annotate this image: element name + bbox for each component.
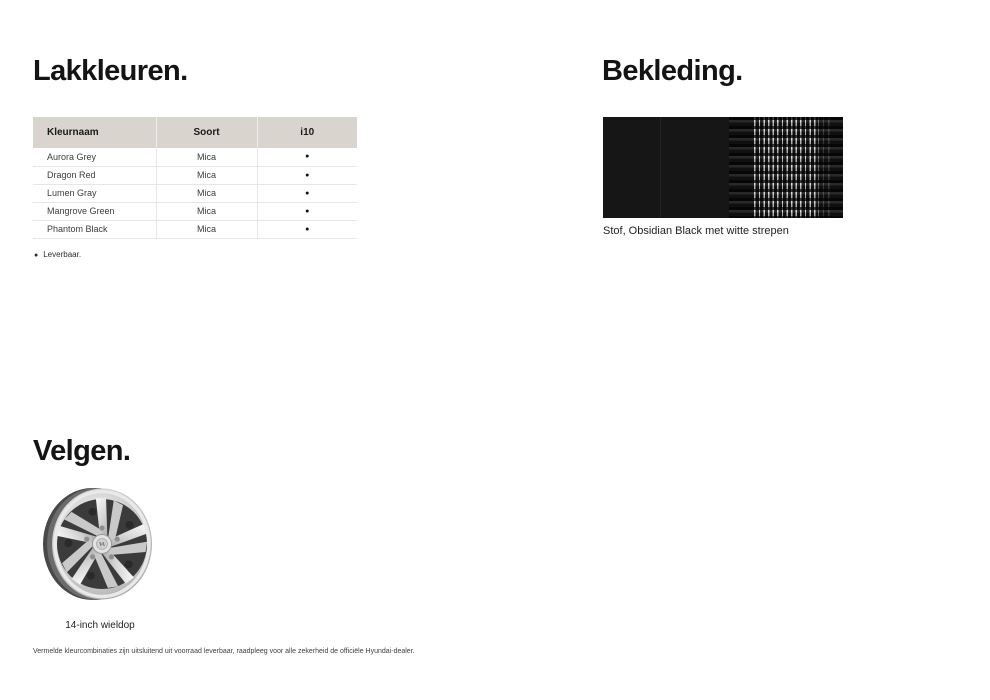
table-row bbox=[33, 184, 357, 202]
column-header-kleurnaam: Kleurnaam bbox=[33, 117, 156, 148]
availability-dot: ● bbox=[257, 202, 357, 220]
swatch-weave-bands bbox=[729, 117, 843, 218]
color-name: Mangrove Green bbox=[33, 202, 156, 220]
column-header-i10: i10 bbox=[257, 117, 357, 148]
wheel-caption: 14-inch wieldop bbox=[65, 620, 135, 631]
availability-dot: ● bbox=[257, 220, 357, 238]
paint-colors-table bbox=[33, 117, 357, 239]
swatch-seam bbox=[660, 117, 661, 218]
legend-label: Leverbaar. bbox=[43, 250, 82, 259]
upholstery-title: Bekleding. bbox=[602, 55, 743, 87]
column-header-soort: Soort bbox=[156, 117, 257, 148]
table-row bbox=[33, 202, 357, 220]
legend-bullet-icon: ● bbox=[34, 252, 39, 259]
color-type: Mica bbox=[156, 184, 257, 202]
fabric-swatch-image bbox=[603, 117, 843, 218]
color-name: Aurora Grey bbox=[47, 151, 97, 162]
wheel-image bbox=[40, 485, 160, 603]
footer-disclaimer: Vermelde kleurcombinaties zijn uitsluitend uit voorraad leverbaar, raadpleeg voor alle zekerheid de officiële Hyundai-dealer. bbox=[33, 648, 415, 655]
availability-dot: ● bbox=[257, 166, 357, 184]
color-type: Mica bbox=[156, 148, 257, 166]
paint-colors-title: Lakkleuren. bbox=[33, 55, 188, 87]
wheels-title: Velgen. bbox=[33, 435, 131, 467]
table-header-row bbox=[33, 117, 357, 148]
table-row bbox=[33, 220, 357, 238]
availability-legend bbox=[34, 250, 81, 259]
color-type: Mica bbox=[156, 202, 257, 220]
availability-dot: ● bbox=[257, 184, 357, 202]
color-type: Mica bbox=[156, 166, 257, 184]
upholstery-caption: Stof, Obsidian Black met witte strepen bbox=[603, 225, 789, 237]
hubcap-graphic bbox=[40, 485, 160, 603]
color-type: Mica bbox=[156, 220, 257, 238]
table-row bbox=[33, 148, 357, 166]
table-row bbox=[33, 166, 357, 184]
color-name: Phantom Black bbox=[33, 220, 156, 238]
color-name: Dragon Red bbox=[33, 166, 156, 184]
color-name: Lumen Gray bbox=[33, 184, 156, 202]
availability-dot: ● bbox=[257, 148, 357, 166]
